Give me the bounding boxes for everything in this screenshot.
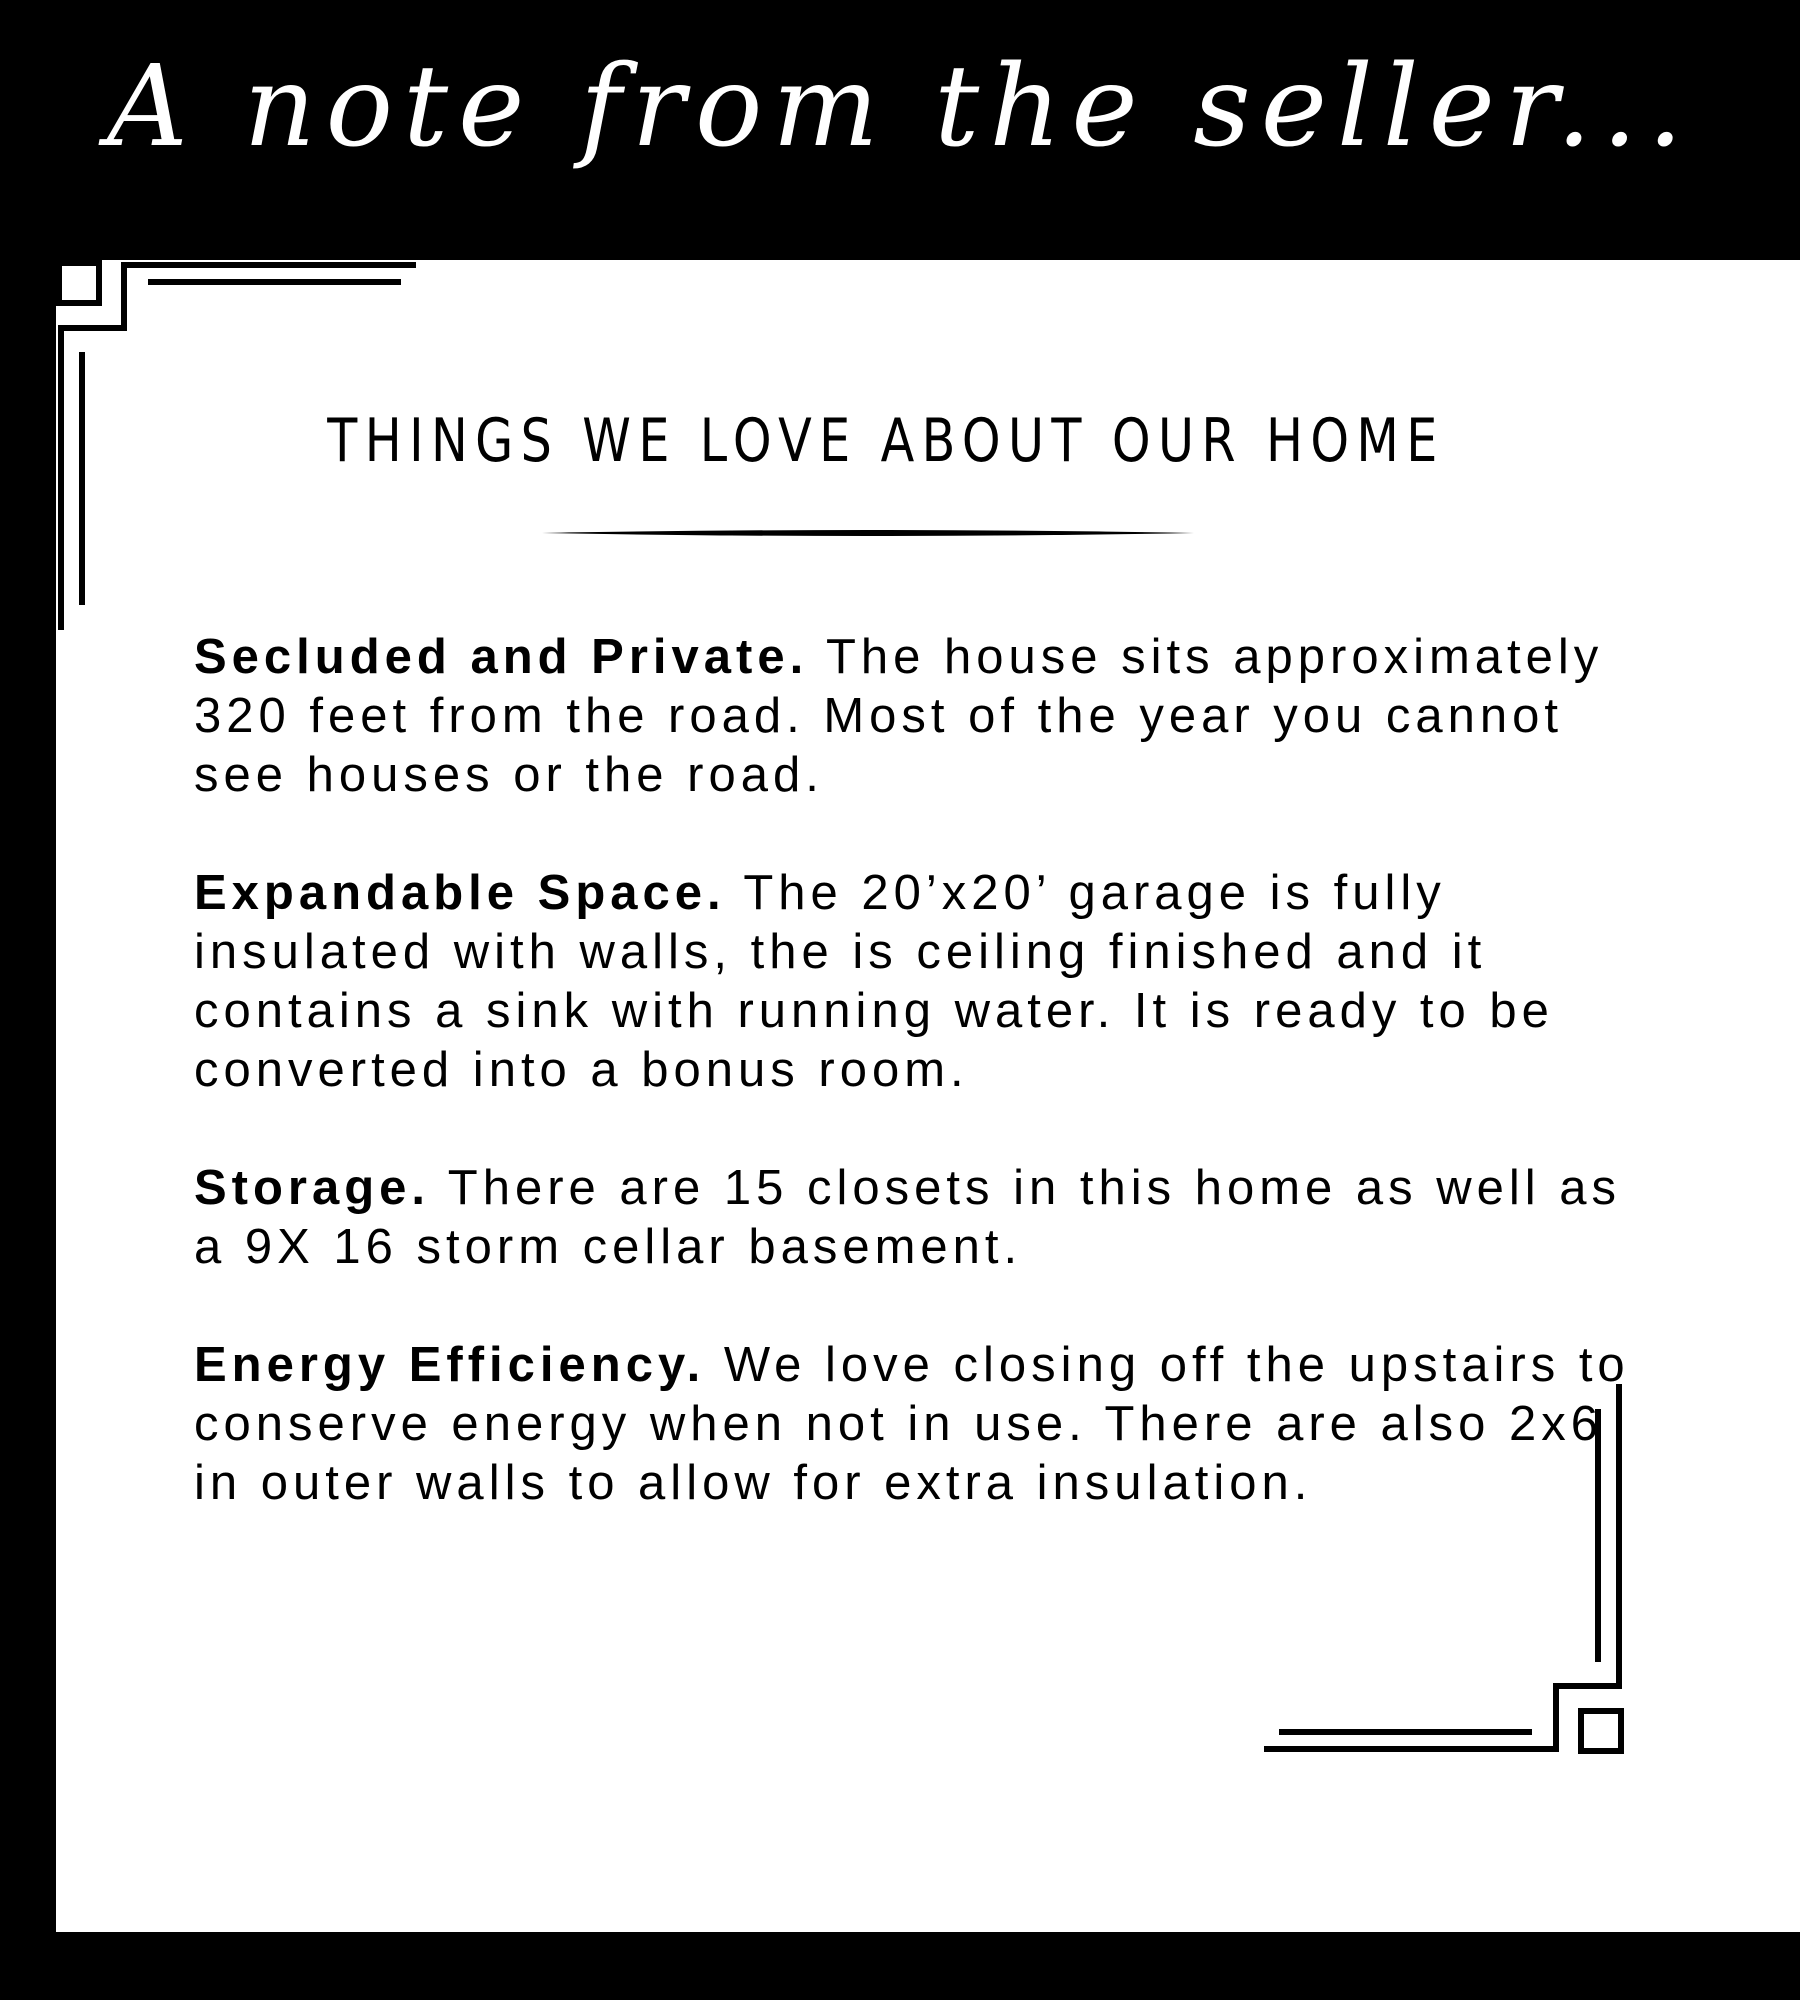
divider xyxy=(542,528,1194,538)
feature-heading: Secluded and Private. xyxy=(194,630,809,684)
feature-heading: Expandable Space. xyxy=(194,866,726,920)
header xyxy=(0,0,1800,260)
feature-item xyxy=(194,1159,1654,1277)
note-card xyxy=(56,260,1800,1932)
feature-text: The 20’x20’ garage is fully insulated with walls, the is ceiling finished and it contains a sink with running water. It is ready to be converted into a bonus room. xyxy=(194,866,1554,1097)
corner-ornament-bottom-right xyxy=(1264,1384,1624,1754)
feature-heading: Storage. xyxy=(194,1161,431,1215)
feature-text: The house sits approximately 320 feet from the road. Most of the year you cannot see houses or the road. xyxy=(194,630,1604,802)
page-title: A note from the seller... xyxy=(107,42,1693,172)
feature-item xyxy=(194,628,1654,805)
feature-heading: Energy Efficiency. xyxy=(194,1338,706,1392)
section-title: THINGS WE LOVE ABOUT OUR HOME xyxy=(327,406,1445,476)
feature-item xyxy=(194,864,1654,1100)
feature-text: We love closing off the upstairs to conserve energy when not in use. There are also 2x6 in outer walls to allow for extra insulation. xyxy=(194,1338,1630,1510)
feature-text: There are 15 closets in this home as well as a 9X 16 storm cellar basement. xyxy=(194,1161,1622,1274)
